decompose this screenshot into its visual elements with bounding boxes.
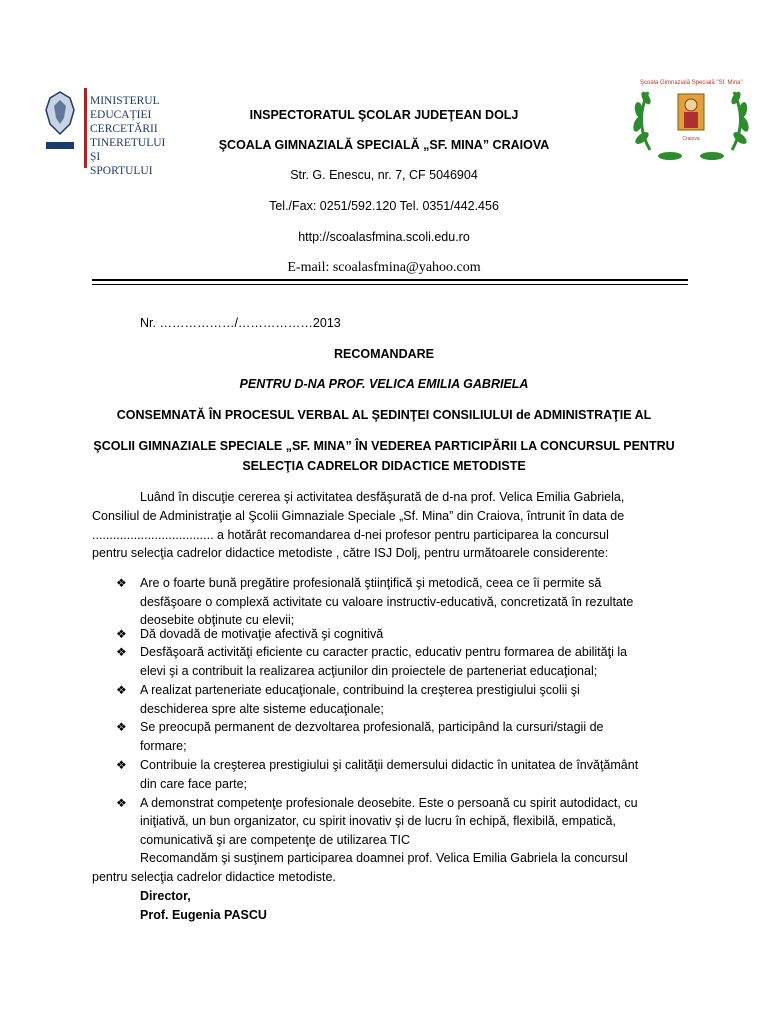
school-address: Str. G. Enescu, nr. 7, CF 5046904 [290,168,478,182]
header-rule [92,279,688,281]
school-name: ŞCOALA GIMNAZIALĂ SPECIALĂ „SF. MINA” CRAIOVA [218,138,550,152]
intro-line: Consiliul de Administraţie al Şcolii Gimnaziale Speciale „Sf. Mina” din Craiova, întrunit în data de [92,509,625,523]
ministry-line: CERCETĂRII [90,123,158,135]
ministry-line: ȘI SPORTULUI [90,151,153,177]
document-heading-line2: ŞCOLII GIMNAZIALE SPECIALE „SF. MINA” ÎN VEDEREA PARTICIPĂRII LA CONCURSUL PENTRU [93,439,675,453]
diamond-bullet-icon: ❖ [116,627,127,641]
bullet-text: elevi şi a contribuit la realizarea acţiunilor din proiectele de parteneriat educaţional; [140,664,598,678]
diamond-bullet-icon: ❖ [116,758,127,772]
bullet-text: Desfăşoară activităţi eficiente cu caracter practic, educativ pentru formarea de abilităţi la [140,645,628,659]
header-rule-thin [92,284,688,285]
ministry-line: EDUCAȚIEI [90,109,152,121]
bullet-text: Se preocupă permanent de dezvoltarea profesională, participând la cursuri/stagii de [140,720,604,734]
school-logo-text: Şcoala Gimnazială Specială "Sf. Mina" [640,80,743,86]
signature-name: Prof. Eugenia PASCU [140,908,267,922]
bullet-text: Are o foarte bună pregătire profesională ştiinţifică şi metodică, ceea ce îi permite să [140,576,602,590]
bullet-text: deosebite obţinute cu elevii; [140,613,295,627]
document-heading-line1: CONSEMNATĂ ÎN PROCESUL VERBAL AL ŞEDINŢEI CONSILIULUI de ADMINISTRAŢIE AL [116,408,652,422]
bullet-text: A realizat parteneriate educaţionale, contribuind la creşterea prestigiului şcolii şi [140,683,580,697]
school-phone: Tel./Fax: 0251/592.120 Tel. 0351/442.456 [269,199,499,213]
closing-line: Recomandăm şi susţinem participarea doamnei prof. Velica Emilia Gabriela la concursul [140,851,628,865]
bullet-text: deschiderea spre alte sisteme educaţionale; [140,702,384,716]
bullet-text: comunicativă şi are competenţe de utilizarea TIC [140,833,411,847]
diamond-bullet-icon: ❖ [116,576,127,590]
diamond-bullet-icon: ❖ [116,645,127,659]
intro-line: Luând în discuţie cererea şi activitatea desfăşurată de d-na prof. Velica Emilia Gabriela, [140,490,625,504]
bullet-text: A demonstrat competenţe profesionale deosebite. Este o persoană cu spirit autodidact, cu [140,796,638,810]
bullet-text: formare; [140,739,187,753]
intro-line: ................................... a hotărât recomandarea d-nei profesor pentru participarea la concursul [92,528,609,542]
inspectorate-name: INSPECTORATUL ŞCOLAR JUDEŢEAN DOLJ [249,108,519,122]
closing-line: pentru selecţia cadrelor didactice metodiste. [92,870,336,884]
document-subtitle: PENTRU D-NA PROF. VELICA EMILIA GABRIELA [239,377,529,391]
document-number: Nr. ………………/………………2013 [140,316,341,330]
diamond-bullet-icon: ❖ [116,720,127,734]
ministry-divider [84,88,87,168]
intro-line: pentru selecţia cadrelor didactice metodiste , către ISJ Dolj, pentru următoarele considerente: [92,546,609,560]
diamond-bullet-icon: ❖ [116,796,127,810]
document-title: RECOMANDARE [334,347,434,361]
bullet-text: desfăşoare o complexă activitate cu valoare instructiv-educativă, concretizată în rezultate [140,595,634,609]
bullet-text: iniţiativă, un bun organizator, cu spirit inovativ şi de lucru în echipă, flexibilă, empatică, [140,814,616,828]
school-email: E-mail: scoalasfmina@yahoo.com [287,260,481,275]
document-heading-line3: SELECŢIA CADRELOR DIDACTICE METODISTE [242,459,526,473]
ministry-logo [40,88,166,177]
school-website: http://scoalasfmina.scoli.edu.ro [298,230,470,244]
bullet-text: Contribuie la creşterea prestigiului şi calităţii demersului didactic în unitatea de învăţământ [140,758,639,772]
bullet-text: Dă dovadă de motivaţie afectivă şi cognitivă [140,627,384,641]
signature-role: Director, [140,889,191,903]
ministry-line: MINISTERUL [90,95,160,107]
diamond-bullet-icon: ❖ [116,683,127,697]
ministry-line: TINERETULUI [90,137,166,149]
bullet-text: din care face parte; [140,777,248,791]
school-logo-city: Craiova [682,136,700,142]
